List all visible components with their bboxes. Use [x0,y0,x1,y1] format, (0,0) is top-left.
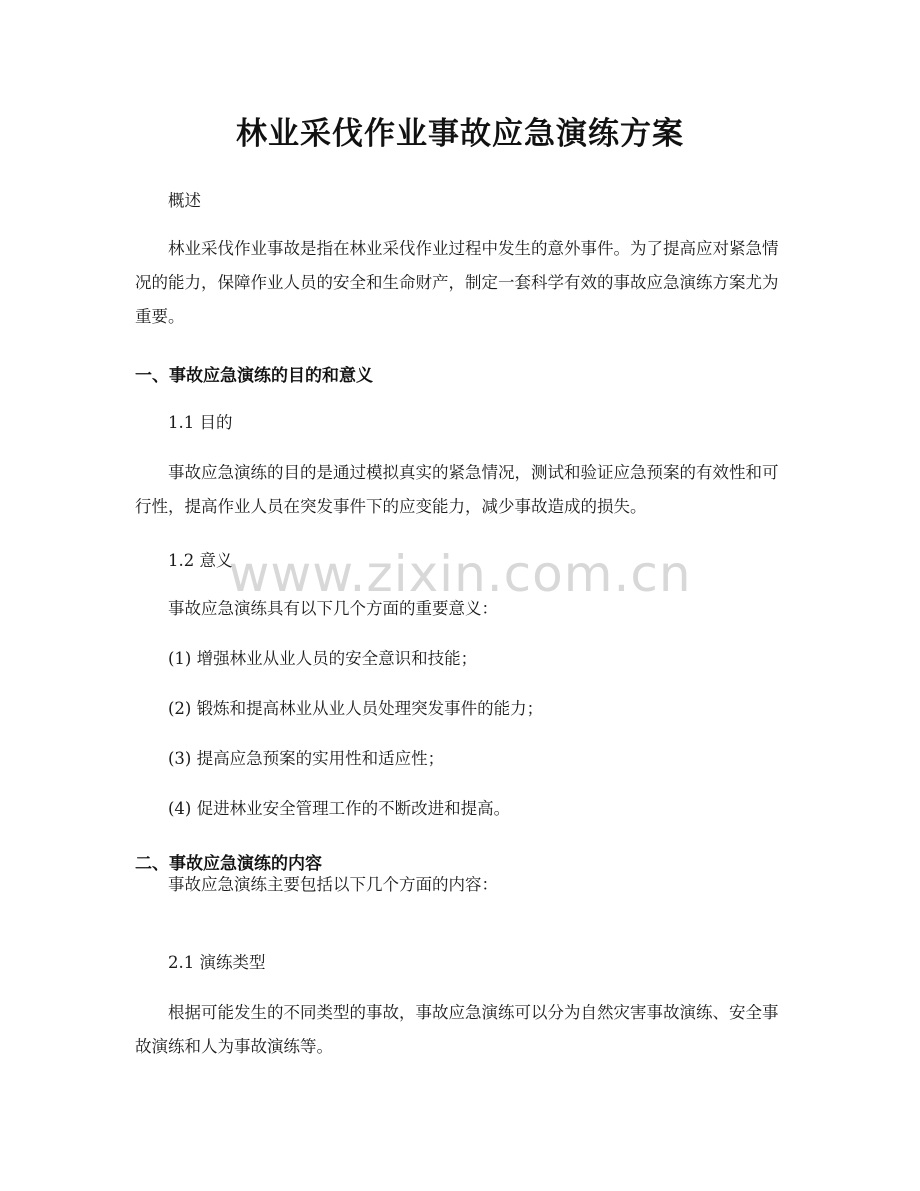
section2-heading: 二、事故应急演练的内容 [135,854,322,874]
section1-sub2-heading: 1.2 意义 [168,551,233,570]
section1-sub1-heading: 1.1 目的 [168,413,233,432]
list-item: (1) 增强林业从业人员的安全意识和技能； [168,649,478,668]
section1-sub1-paragraph: 事故应急演练的目的是通过模拟真实的紧急情况，测试和验证应急预案的有效性和可行性，提高作业人员在突发事件下的应变能力，减少事故造成的损失。 [135,463,779,516]
section1-sub2-intro: 事故应急演练具有以下几个方面的重要意义： [168,599,498,618]
section1-heading: 一、事故应急演练的目的和意义 [135,366,373,386]
list-item: (4) 促进林业安全管理工作的不断改进和提高。 [168,799,511,818]
section2-sub1-paragraph: 根据可能发生的不同类型的事故，事故应急演练可以分为自然灾害事故演练、安全事故演练和人为事故演练等。 [135,1003,779,1056]
overview-heading: 概述 [168,191,201,210]
list-item: (2) 锻炼和提高林业从业人员处理突发事件的能力； [168,699,544,718]
section2-sub1-heading: 2.1 演练类型 [168,953,266,972]
document-title: 林业采伐作业事故应急演练方案 [236,116,684,152]
overview-paragraph: 林业采伐作业事故是指在林业采伐作业过程中发生的意外事件。为了提高应对紧急情况的能力，保障作业人员的安全和生命财产，制定一套科学有效的事故应急演练方案尤为重要。 [135,239,779,326]
watermark: www.zixin.com.cn [228,545,692,603]
section2-intro: 事故应急演练主要包括以下几个方面的内容： [168,875,498,894]
list-item: (3) 提高应急预案的实用性和适应性； [168,749,445,768]
